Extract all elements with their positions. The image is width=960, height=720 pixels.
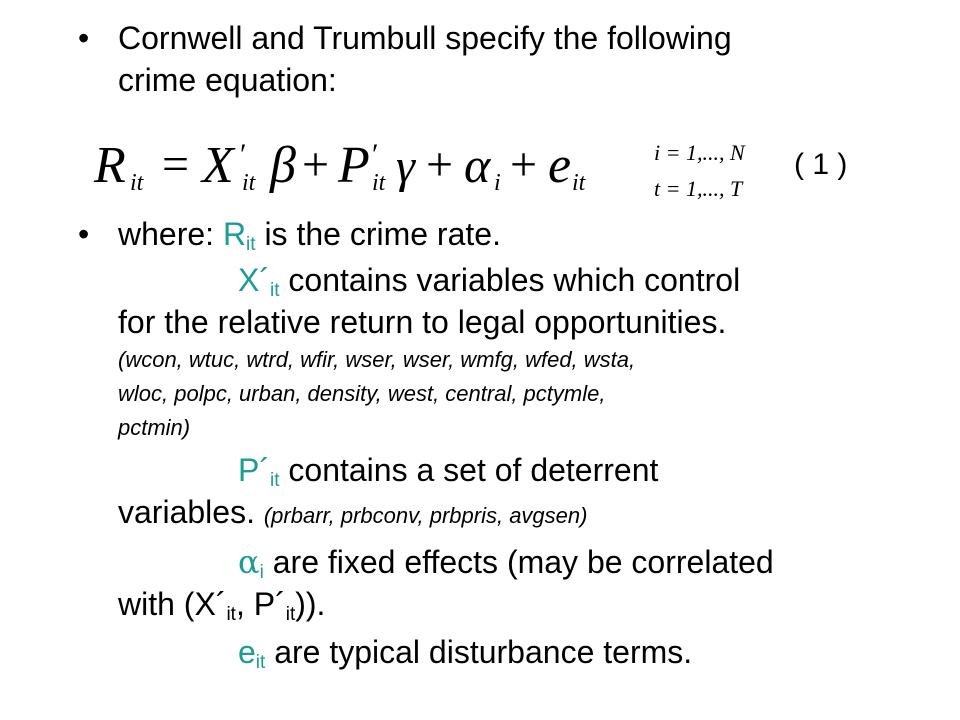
x-variables-line1: (wcon, wtuc, wtrd, wfir, wser, wser, wmfg, wfed, wsta, (118, 347, 636, 372)
p-variables: (prbarr, prbconv, prbpris, avgsen) (263, 503, 588, 528)
eq-beta: β (270, 137, 296, 194)
eq-range-i: i = 1,..., N (654, 140, 745, 165)
alpha-description-line2 (118, 586, 326, 625)
eq-range-t: t = 1,..., T (654, 176, 743, 201)
eq-plus-2: + (426, 138, 454, 191)
bullet-marker-2: • (78, 216, 90, 252)
bullet1-line2: crime equation: (118, 62, 337, 98)
e-symbol: $e_{it}$ (238, 634, 266, 673)
X-subscript: it (270, 280, 280, 301)
P-subscript: it (270, 470, 280, 491)
eq-P-sub: it (372, 170, 386, 196)
x-variables-line2: wloc, polpc, urban, density, west, central, pctymle, (118, 381, 606, 406)
alpha-text2a: with (X´ (118, 586, 227, 622)
equation-number: ( 1 ) (794, 148, 848, 181)
x-variables-line3: pctmin) (118, 415, 191, 440)
eq-P-prime: ′ (372, 138, 379, 171)
eq-X-prime: ′ (240, 138, 247, 171)
eq-equals: = (162, 138, 190, 191)
bullet-marker-1: • (78, 20, 90, 56)
alpha-subscript: i (259, 562, 264, 583)
eq-plus-3: + (510, 138, 538, 191)
crime-equation (90, 130, 770, 210)
eq-alpha-sub: i (494, 170, 501, 196)
P-symbol: $P´_{it}$ (238, 452, 280, 491)
alpha-text2b: , P´ (235, 586, 286, 622)
alpha-text1: are fixed effects (may be correlated (272, 544, 774, 580)
alpha-sub3: it (285, 604, 296, 625)
x-description-line2: for the relative return to legal opportunities. (118, 304, 727, 340)
p-description-line1 (238, 452, 659, 491)
alpha-text2c: )). (295, 586, 326, 622)
eq-gamma: γ (396, 140, 415, 193)
R-symbol: $R_{it}$ (222, 216, 256, 255)
p-text1: contains a set of deterrent (288, 452, 659, 488)
eq-R-sub: it (130, 170, 144, 196)
e-subscript: it (255, 652, 266, 673)
e-text: are typical disturbance terms. (274, 634, 693, 670)
eq-plus-1: + (302, 138, 330, 191)
bullet1-line1: Cornwell and Trumbull specify the following (118, 20, 732, 56)
where-line (118, 216, 501, 255)
X-symbol: $X´_{it}$ (238, 262, 280, 301)
eq-alpha: α (464, 137, 491, 193)
p-description-line2 (118, 494, 587, 534)
p-text2: variables. (118, 494, 255, 530)
where-label: where: (118, 216, 215, 252)
eq-e-sub: it (572, 170, 586, 196)
e-description-line (238, 634, 693, 673)
eq-e: e (548, 137, 572, 194)
eq-X-sub: it (242, 170, 256, 196)
x-text1: contains variables which control (288, 262, 741, 298)
R-description: is the crime rate. (264, 216, 501, 252)
eq-P: P (338, 137, 370, 194)
R-subscript: it (246, 234, 256, 255)
eq-R: R (94, 137, 126, 194)
alpha-symbol: $\alpha_i$ (238, 543, 264, 583)
eq-X: X (202, 137, 234, 194)
alpha-description-line1 (238, 543, 774, 583)
x-description-line1 (238, 262, 741, 301)
alpha-sub2: it (226, 604, 236, 625)
